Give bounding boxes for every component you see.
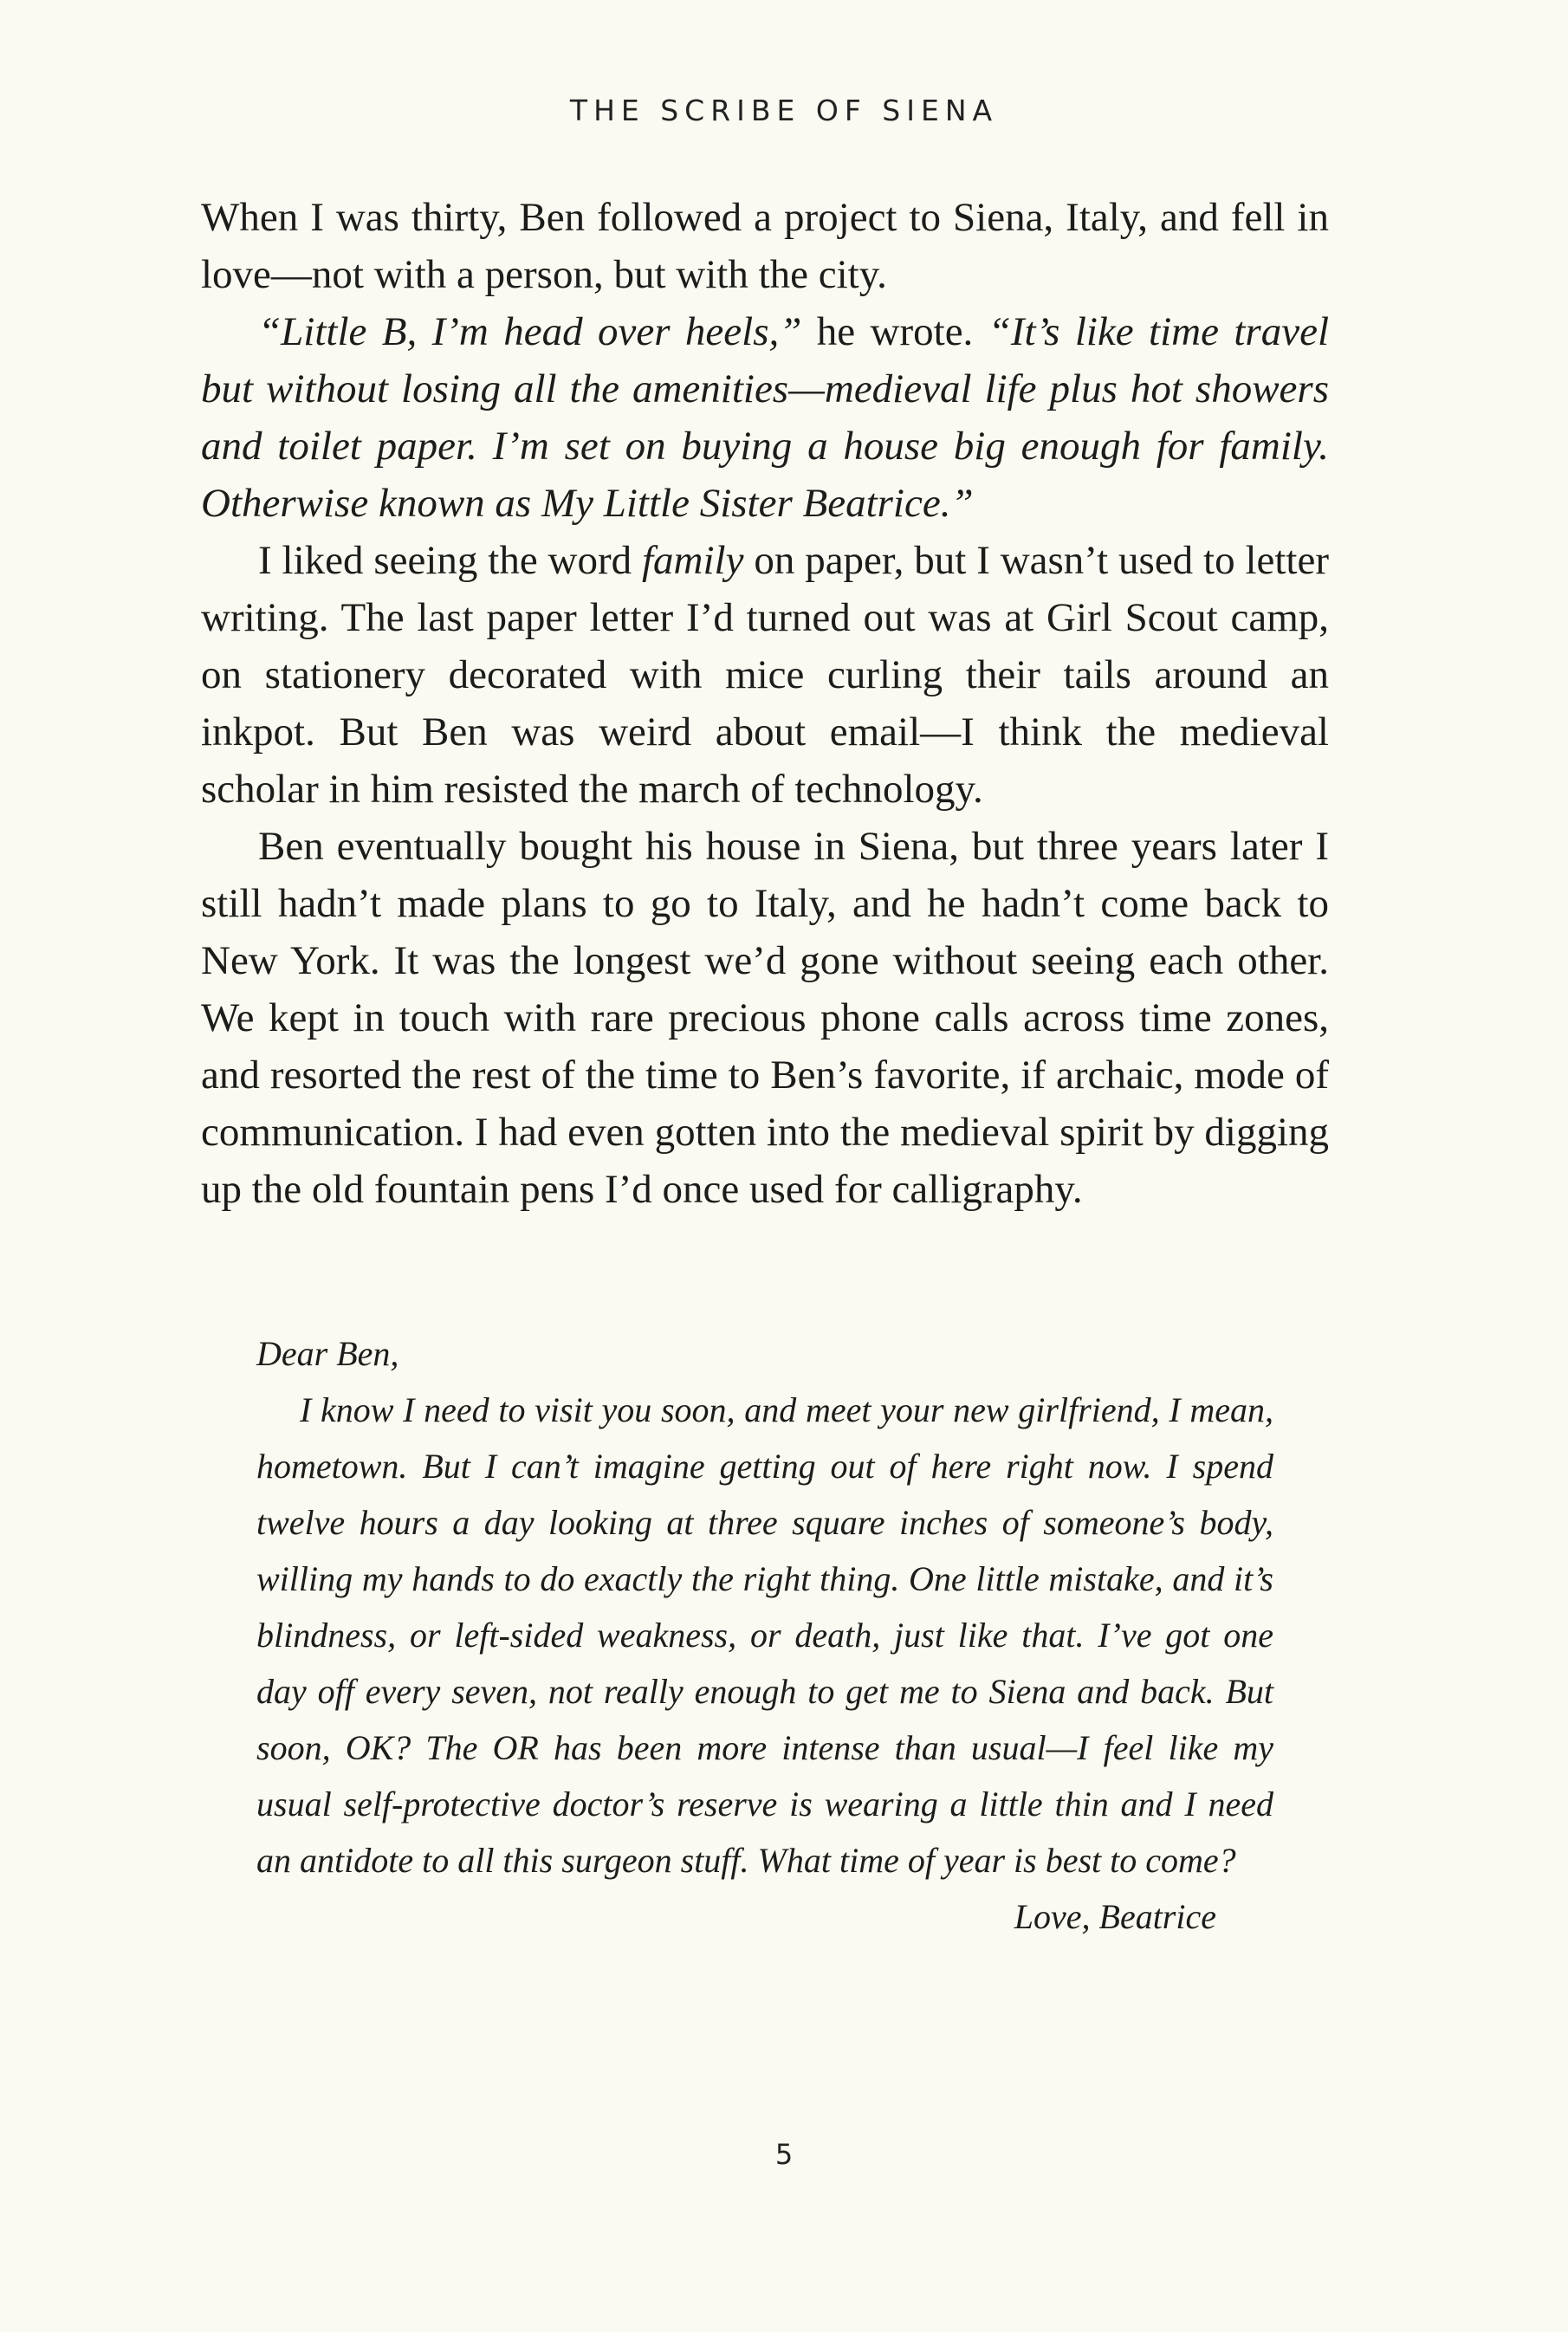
running-head: THE SCRIBE OF SIENA <box>569 94 999 127</box>
paragraph-3-start: I liked seeing the word <box>258 538 642 583</box>
paragraph-4: Ben eventually bought his house in Siena, but three years later I still hadn’t made plans to go to Italy, and he hadn’t come back to New York. It was the longest we’d gone without seeing each other. We kept in touch with rare precious phone calls across time zones, and resorted the rest of the time to Ben’s favorite, if archaic, mode of communication. I had even gotten into the medieval spirit by digging up the old fountain pens I’d once used for calligraphy. <box>201 824 1329 1212</box>
paragraph-2 <box>201 303 1329 532</box>
emphasis-word: family <box>642 538 744 583</box>
narration: he wrote. <box>801 309 988 354</box>
letter-salutation: Dear Ben, <box>256 1334 399 1373</box>
letter-closing: Love, Beatrice <box>1014 1897 1216 1936</box>
body-text <box>201 189 1329 1218</box>
paragraph-3 <box>201 532 1329 818</box>
paragraph-1: When I was thirty, Ben followed a project to Siena, Italy, and fell in love—not with a person, but with the city. <box>201 195 1329 297</box>
paragraph-3-end: on paper, but I wasn’t used to letter writing. The last paper letter I’d turned out was at Girl Scout camp, on stationery decorated with mice curling their tails around an inkpot. But Ben was weird about email—I think the medieval scholar in him resisted the march of technology. <box>201 538 1329 812</box>
quote-part-1: “Little B, I’m head over heels,” <box>258 309 802 354</box>
page-number: 5 <box>774 2138 794 2171</box>
letter-body: I know I need to visit you soon, and meet your new girlfriend, I mean, hometown. But I can’t imagine getting out of here right now. I spend twelve hours a day looking at three square inches of someone’s body, willing my hands to do exactly the right thing. One little mistake, and it’s blindness, or left-sided weakness, or death, just like that. I’ve got one day off every seven, not really enough to get me to Siena and back. But soon, OK? The OR has been more intense than usual—I feel like my usual self-protective doctor’s reserve is wearing a little thin and I need an antidote to all this surgeon stuff. What time of year is best to come? <box>256 1390 1273 1880</box>
quote-part-2: “It’s like time travel but without losing all the amenities—medieval life plus hot showers and toilet paper. I’m set on buying a house big enough for family. Otherwise known as My Little Sister Beatrice.” <box>201 309 1330 526</box>
letter-block <box>256 1325 1273 1945</box>
